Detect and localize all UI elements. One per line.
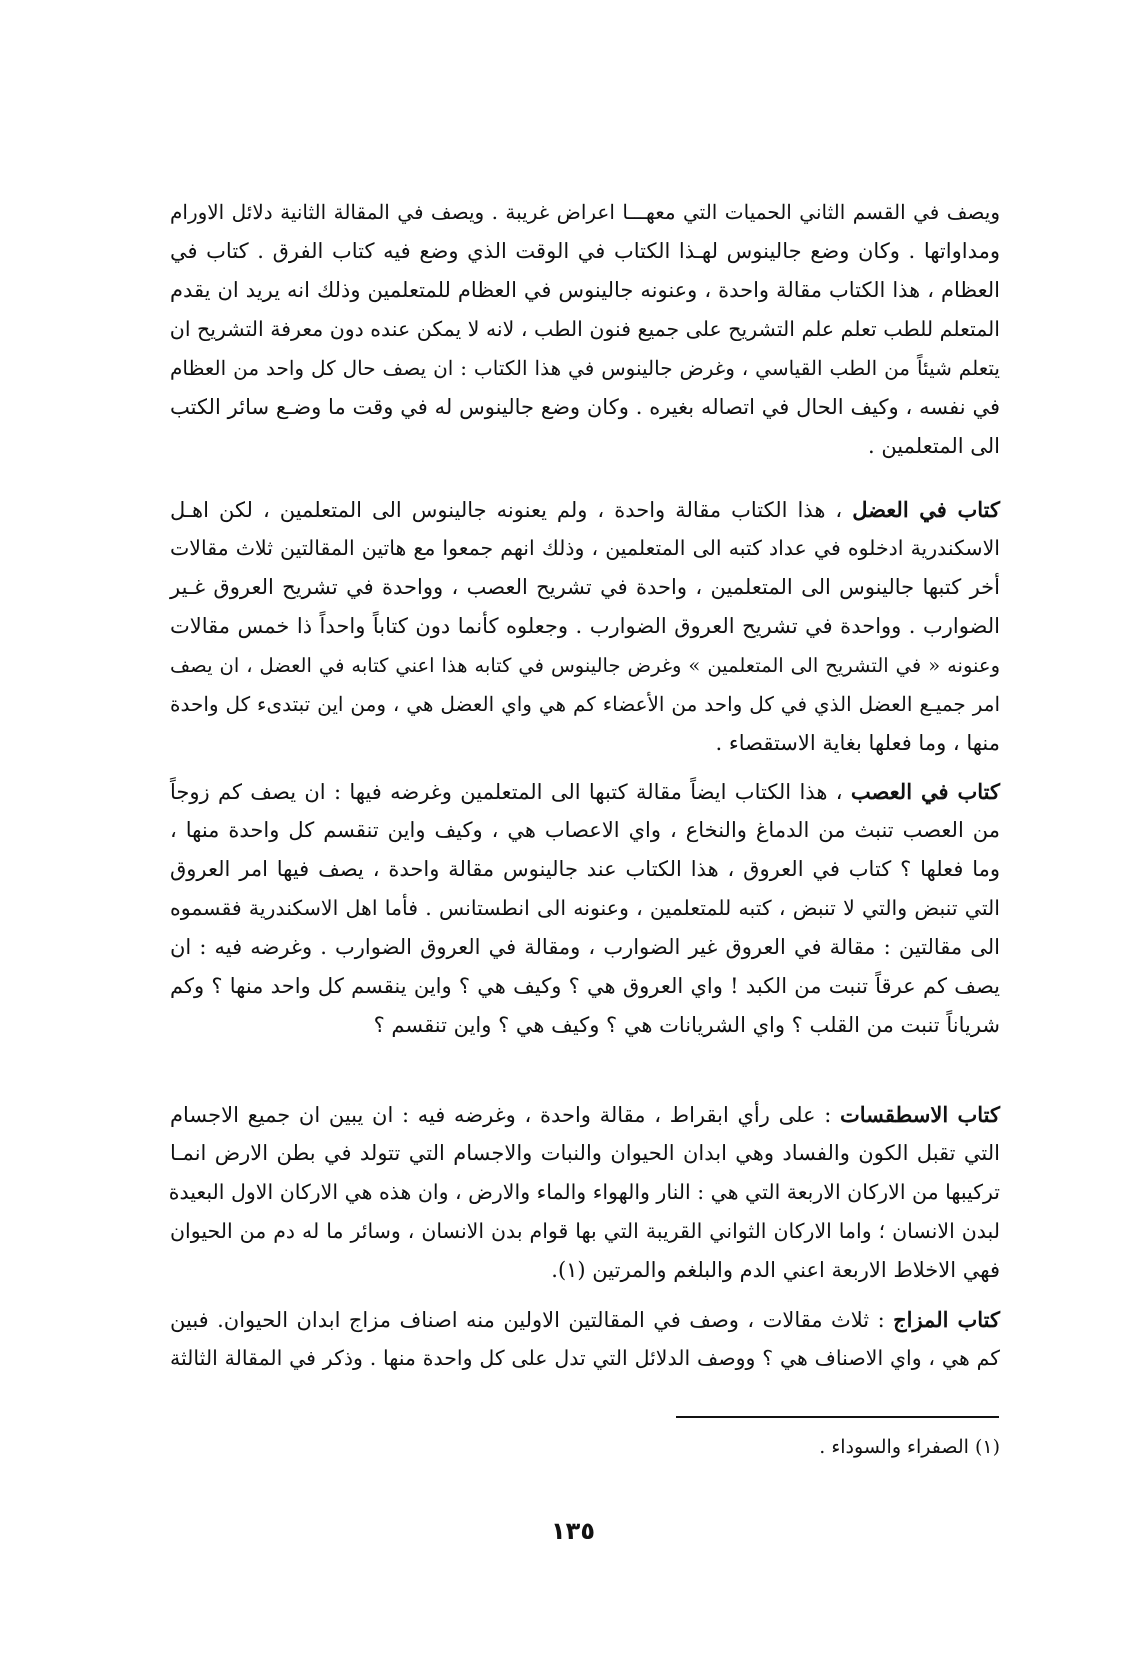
text-line: الى المتعلمين . [867, 434, 1000, 458]
footnote: (١) الصفراء والسوداء . [819, 1436, 1000, 1458]
section-heading: كتاب المزاج [893, 1307, 1000, 1332]
text-line: من العصب تنبث من الدماغ والنخاع ، واي الاعصاب هي ، وكيف واين تنقسم كل واحدة منها ، [170, 818, 1000, 842]
text-line: وما فعلها ؟ كتاب في العروق ، هذا الكتاب عند جالينوس مقالة واحدة ، يصف فيها امر العروق [170, 857, 1000, 881]
text-line: الى مقالتين : مقالة في العروق غير الضوارب ، ومقالة في العروق الضوارب . وغرضه فيه : ان [170, 935, 1000, 959]
section-heading: كتاب الاسطقسات [840, 1102, 1000, 1127]
text-line-content: ، هذا الكتاب ايضاً مقالة كتبها الى المتعلمين وغرضه فيها : ان يصف كم زوجاً [170, 780, 843, 804]
paragraph-3 [170, 772, 1000, 1045]
text-line [170, 772, 1000, 811]
text-line: لبدن الانسان ؛ واما الاركان الثواني القريبة التي بها قوام بدن الانسان ، وسائر ما له دم من الحيوان [170, 1219, 1000, 1243]
text-line: امر جميـع العضل الذي في كل واحد من الأعضاء كم هي واي العضل هي ، ومن اين تبتدىء كل واحدة [170, 692, 1000, 716]
paragraph-4 [170, 1095, 1000, 1290]
text-line: أخر كتبها جالينوس الى المتعلمين ، واحدة في تشريح العصب ، وواحدة في تشريح العروق غـير [170, 575, 1000, 599]
text-line: كتاب الاسطقسات : على رأي ابقراط ، مقالة واحدة ، وغرضه فيه : ان يبين ان جميع الاجسام [170, 1102, 1000, 1127]
text-line: فهي الاخلاط الاربعة اعني الدم والبلغم والمرتين (١). [551, 1258, 1000, 1282]
text-line: في نفسه ، وكيف الحال في اتصاله بغيره . وكان وضع جالينوس له في وقت ما وضـع سائر الكتب [170, 395, 1000, 419]
text-line: العظام ، هذا الكتاب مقالة واحدة ، وعنونه جالينوس في العظام للمتعلمين وذلك انه يريد ان يقدم [170, 278, 1000, 302]
text-line: يصف كم عرقاً تنبت من الكبد ! واي العروق هي ؟ وكيف هي ؟ واين ينقسم كل واحد منها ؟ وكم [170, 974, 1000, 998]
text-line: المتعلم للطب تعلم علم التشريح على جميع فنون الطب ، لانه لا يمكن عنده دون معرفة التشريح ان [169, 317, 1000, 341]
text-line-content: ثلاث مقالات ، وصف في المقالتين الاولين منه اصناف مزاج ابدان الحيوان. فبين [170, 1308, 870, 1332]
text-line: الضوارب . وواحدة في تشريح العروق الضوارب . وجعلوه كأنما دون كتاباً واحداً ذا خمس مقالات [170, 614, 1000, 638]
paragraph-5 [170, 1300, 1000, 1378]
section-heading: كتاب في العضل [852, 497, 1000, 522]
text-line: التي تقبل الكون والفساد وهي ابدان الحيوان والنبات والاجسام التي تتولد في بطن الارض انمـا [170, 1141, 1000, 1165]
text-line: كم هي ، واي الاصناف هي ؟ ووصف الدلائل التي تدل على كل واحدة منها . وذكر في المقالة الثالثة [170, 1346, 1000, 1370]
text-line: منها ، وما فعلها بغاية الاستقصاء . [715, 731, 1000, 755]
page-number: ١٣٥ [551, 1517, 595, 1545]
section-heading: كتاب في العصب [850, 779, 1000, 804]
text-line: التي تنبض والتي لا تنبض ، كتبه للمتعلمين ، وعنونه الى انطستانس . فأما اهل الاسكندرية فقسموه [170, 896, 1000, 920]
paragraph-2 [170, 490, 1000, 763]
text-line: وعنونه « في التشريح الى المتعلمين » وغرض جالينوس في كتابه هذا اعني كتابه في العضل ، ان يصف [170, 654, 1000, 677]
text-line: الاسكندرية ادخلوه في عداد كتبه الى المتعلمين ، وذلك انهم جمعوا مع هاتين المقالتين ثلاث مقالات [170, 536, 1000, 560]
text-line: تركيبها من الاركان الاربعة التي هي : النار والهواء والماء والارض ، وان هذه هي الاركان الاول البعيدة [168, 1180, 1000, 1204]
text-line: كتاب المزاج : ثلاث مقالات ، وصف في المقالتين الاولين منه اصناف مزاج ابدان الحيوان. فبين [170, 1307, 1000, 1332]
paragraph-1 [170, 193, 1000, 466]
text-line-content: ، هذا الكتاب مقالة واحدة ، ولم يعنونه جالينوس الى المتعلمين ، لكن اهـل [170, 498, 843, 522]
text-line-content: على رأي ابقراط ، مقالة واحدة ، وغرضه فيه : ان يبين ان جميع الاجسام [170, 1103, 816, 1127]
text-line [170, 490, 1000, 529]
text-line: ويصف في القسم الثاني الحميات التي معهـــا اعراض غريبة . ويصف في المقالة الثانية دلائل الاورام [170, 200, 1000, 224]
text-line: ومداواتها . وكان وضع جالينوس لهـذا الكتاب في الوقت الذي وضع فيه كتاب الفرق . كتاب في [170, 239, 1000, 263]
text-line: شرياناً تنبت من القلب ؟ واي الشريانات هي ؟ وكيف هي ؟ واين تنقسم ؟ [373, 1013, 1000, 1037]
text-line: يتعلم شيئاً من الطب القياسي ، وغرض جالينوس في هذا الكتاب : ان يصف حال كل واحد من العظام [170, 356, 1000, 380]
footnote-divider [676, 1416, 999, 1418]
